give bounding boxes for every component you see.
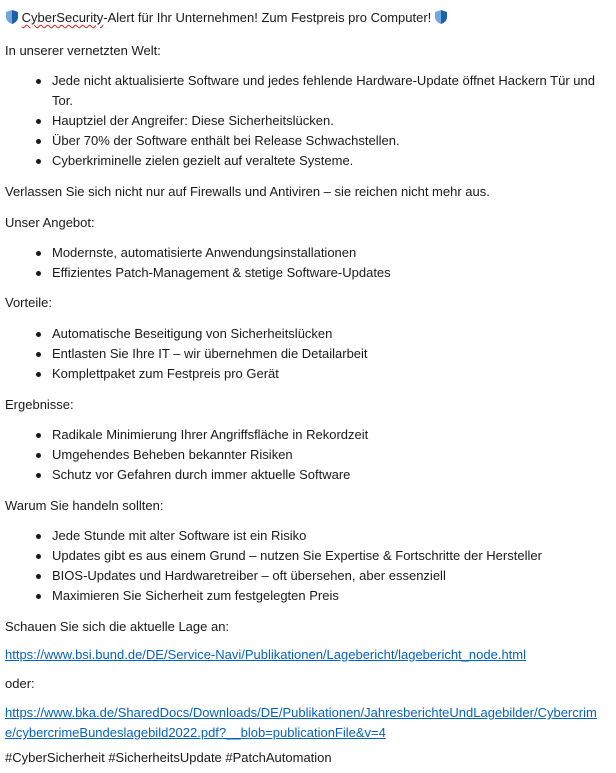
benefits-heading: Vorteile: (5, 295, 52, 310)
list-item: Schutz vor Gefahren durch immer aktuelle Software (5, 465, 607, 485)
title-text: -Alert für Ihr Unternehmen! Zum Festpreis pro Computer! (103, 10, 432, 25)
intro-list (5, 71, 607, 171)
bka-link[interactable]: https://www.bka.de/SharedDocs/Downloads/DE/Publikationen/JahresberichteUndLagebilder/Cybercrime/cybercrimeBundeslagebild2022.pdf?__blob=publicationFile&v=4 (5, 705, 597, 740)
warning-paragraph: Verlassen Sie sich nicht nur auf Firewalls und Antiviren – sie reichen nicht mehr aus. (5, 184, 490, 199)
title-spell-word: CyberSecurity (21, 10, 104, 25)
list-item: Jede Stunde mit alter Software ist ein Risiko (5, 526, 607, 546)
list-item: Jede nicht aktualisierte Software und jedes fehlende Hardware-Update öffnet Hackern Tür und Tor. (5, 71, 607, 111)
list-item: Modernste, automatisierte Anwendungsinstallationen (5, 243, 607, 263)
list-item: Über 70% der Software enthält bei Release Schwachstellen. (5, 131, 607, 151)
results-heading: Ergebnisse: (5, 397, 74, 412)
list-item: Automatische Beseitigung von Sicherheitslücken (5, 324, 607, 344)
why-list (5, 526, 607, 606)
list-item: Effizientes Patch-Management & stetige Software-Updates (5, 263, 607, 283)
list-item: Komplettpaket zum Festpreis pro Gerät (5, 364, 607, 384)
intro-paragraph: In unserer vernetzten Welt: (5, 43, 161, 58)
list-item: Umgehendes Beheben bekannter Risiken (5, 445, 607, 465)
list-item: Radikale Minimierung Ihrer Angriffsfläche in Rekordzeit (5, 425, 607, 445)
bsi-link[interactable]: https://www.bsi.bund.de/DE/Service-Navi/Publikationen/Lagebericht/lagebericht_node.html (5, 647, 527, 662)
or-text: oder: (5, 676, 35, 691)
situation-paragraph: Schauen Sie sich die aktuelle Lage an: (5, 619, 230, 634)
offer-heading: Unser Angebot: (5, 215, 95, 230)
list-item: Updates gibt es aus einem Grund – nutzen Sie Expertise & Fortschritte der Hersteller (5, 546, 607, 566)
list-item: Maximieren Sie Sicherheit zum festgelegten Preis (5, 586, 607, 606)
title-line (6, 10, 447, 25)
shield-icon (435, 10, 447, 24)
why-heading: Warum Sie handeln sollten: (5, 498, 164, 513)
benefits-list (5, 324, 607, 384)
offer-list (5, 243, 607, 283)
list-item: BIOS-Updates und Hardwaretreiber – oft übersehen, aber essenziell (5, 566, 607, 586)
list-item: Hauptziel der Angreifer: Diese Sicherheitslücken. (5, 111, 607, 131)
hashtags: #CyberSicherheit #SicherheitsUpdate #PatchAutomation (5, 750, 332, 765)
list-item: Entlasten Sie Ihre IT – wir übernehmen die Detailarbeit (5, 344, 607, 364)
list-item: Cyberkriminelle zielen gezielt auf veraltete Systeme. (5, 151, 607, 171)
shield-icon (6, 10, 18, 24)
results-list (5, 425, 607, 485)
